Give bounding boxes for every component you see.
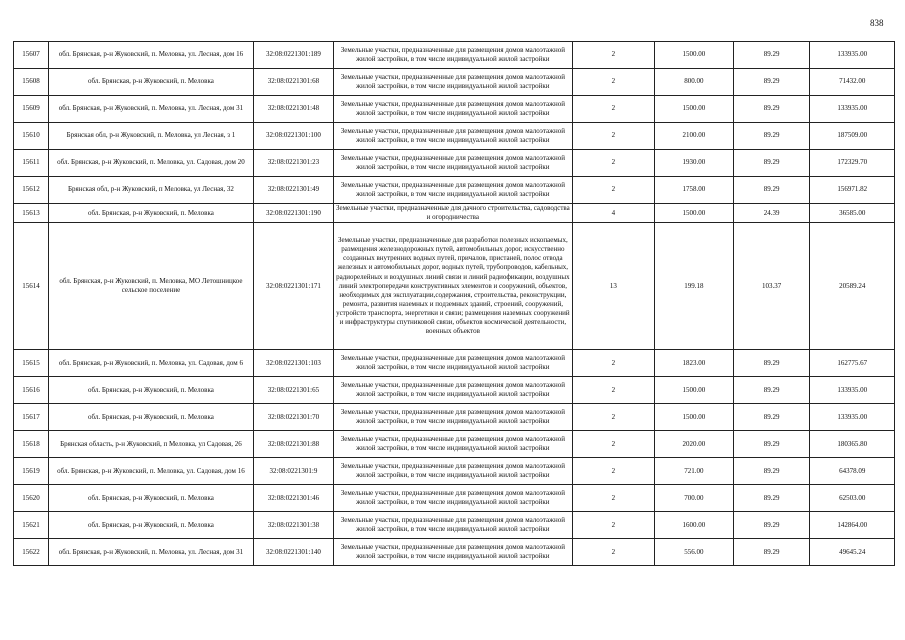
cadastral-number-cell: 32:08:0221301:49 bbox=[253, 177, 333, 204]
use-group-cell: 2 bbox=[572, 96, 654, 123]
cadastral-value-cell: 64378.09 bbox=[810, 458, 895, 485]
use-group-cell: 2 bbox=[572, 458, 654, 485]
table-row bbox=[14, 42, 895, 69]
specific-value-cell: 103.37 bbox=[733, 223, 810, 350]
cadastral-number-cell: 32:08:0221301:103 bbox=[253, 350, 333, 377]
use-group-cell: 2 bbox=[572, 539, 654, 566]
use-group-cell: 2 bbox=[572, 42, 654, 69]
cadastral-value-cell: 133935.00 bbox=[810, 377, 895, 404]
use-group-cell: 2 bbox=[572, 69, 654, 96]
use-group-cell: 2 bbox=[572, 177, 654, 204]
table-row bbox=[14, 512, 895, 539]
use-group-cell: 2 bbox=[572, 350, 654, 377]
land-use-cell: Земельные участки, предназначенные для размещения домов малоэтажной жилой застройки, в том числе индивидуальной жилой застройки bbox=[333, 377, 572, 404]
land-use-cell: Земельные участки, предназначенные для размещения домов малоэтажной жилой застройки, в том числе индивидуальной жилой застройки bbox=[333, 404, 572, 431]
row-id-cell: 15607 bbox=[14, 42, 49, 69]
cadastral-number-cell: 32:08:0221301:46 bbox=[253, 485, 333, 512]
row-id-cell: 15616 bbox=[14, 377, 49, 404]
address-cell: обл. Брянская, р-н Жуковский, п. Меловка bbox=[48, 377, 253, 404]
address-cell: обл. Брянская, р-н Жуковский, п. Меловка bbox=[48, 512, 253, 539]
row-id-cell: 15621 bbox=[14, 512, 49, 539]
specific-value-cell: 89.29 bbox=[733, 96, 810, 123]
table-row bbox=[14, 69, 895, 96]
row-id-cell: 15610 bbox=[14, 123, 49, 150]
cadastral-number-cell: 32:08:0221301:100 bbox=[253, 123, 333, 150]
table-row bbox=[14, 485, 895, 512]
cadastral-value-table bbox=[13, 41, 895, 566]
row-id-cell: 15619 bbox=[14, 458, 49, 485]
cadastral-number-cell: 32:08:0221301:48 bbox=[253, 96, 333, 123]
cadastral-value-cell: 180365.80 bbox=[810, 431, 895, 458]
land-use-cell: Земельные участки, предназначенные для размещения домов малоэтажной жилой застройки, в том числе индивидуальной жилой застройки bbox=[333, 512, 572, 539]
cadastral-number-cell: 32:08:0221301:23 bbox=[253, 150, 333, 177]
cadastral-value-cell: 49645.24 bbox=[810, 539, 895, 566]
cadastral-value-cell: 133935.00 bbox=[810, 42, 895, 69]
area-cell: 1500.00 bbox=[655, 377, 734, 404]
use-group-cell: 2 bbox=[572, 377, 654, 404]
cadastral-value-cell: 172329.70 bbox=[810, 150, 895, 177]
area-cell: 800.00 bbox=[655, 69, 734, 96]
cadastral-value-cell: 36585.00 bbox=[810, 204, 895, 223]
area-cell: 2100.00 bbox=[655, 123, 734, 150]
area-cell: 700.00 bbox=[655, 485, 734, 512]
specific-value-cell: 89.29 bbox=[733, 485, 810, 512]
row-id-cell: 15611 bbox=[14, 150, 49, 177]
page-number: 838 bbox=[870, 18, 884, 28]
table-row bbox=[14, 458, 895, 485]
use-group-cell: 2 bbox=[572, 123, 654, 150]
address-cell: обл. Брянская, р-н Жуковский, п. Меловка, ул. Лесная, дом 31 bbox=[48, 96, 253, 123]
address-cell: обл. Брянская, р-н Жуковский, п. Меловка, ул. Лесная, дом 31 bbox=[48, 539, 253, 566]
row-id-cell: 15617 bbox=[14, 404, 49, 431]
table-row bbox=[14, 539, 895, 566]
row-id-cell: 15608 bbox=[14, 69, 49, 96]
area-cell: 721.00 bbox=[655, 458, 734, 485]
specific-value-cell: 89.29 bbox=[733, 150, 810, 177]
area-cell: 1500.00 bbox=[655, 42, 734, 69]
specific-value-cell: 89.29 bbox=[733, 69, 810, 96]
cadastral-number-cell: 32:08:0221301:88 bbox=[253, 431, 333, 458]
land-use-cell: Земельные участки, предназначенные для размещения домов малоэтажной жилой застройки, в том числе индивидуальной жилой застройки bbox=[333, 485, 572, 512]
row-id-cell: 15613 bbox=[14, 204, 49, 223]
specific-value-cell: 89.29 bbox=[733, 377, 810, 404]
address-cell: обл. Брянская, р-н Жуковский, п. Меловка bbox=[48, 485, 253, 512]
address-cell: обл. Брянская, р-н Жуковский, п. Меловка, ул. Садовая, дом 16 bbox=[48, 458, 253, 485]
specific-value-cell: 89.29 bbox=[733, 512, 810, 539]
land-use-cell: Земельные участки, предназначенные для размещения домов малоэтажной жилой застройки, в том числе индивидуальной жилой застройки bbox=[333, 177, 572, 204]
row-id-cell: 15609 bbox=[14, 96, 49, 123]
address-cell: Брянская обл, р-н Жуковский, п Меловка, ул Лесная, 32 bbox=[48, 177, 253, 204]
specific-value-cell: 89.29 bbox=[733, 404, 810, 431]
land-use-cell: Земельные участки, предназначенные для размещения домов малоэтажной жилой застройки, в том числе индивидуальной жилой застройки bbox=[333, 69, 572, 96]
row-id-cell: 15615 bbox=[14, 350, 49, 377]
cadastral-number-cell: 32:08:0221301:65 bbox=[253, 377, 333, 404]
address-cell: обл. Брянская, р-н Жуковский, п. Меловка, ул. Садовая, дом 20 bbox=[48, 150, 253, 177]
table-row bbox=[14, 350, 895, 377]
use-group-cell: 4 bbox=[572, 204, 654, 223]
specific-value-cell: 89.29 bbox=[733, 431, 810, 458]
land-use-cell: Земельные участки, предназначенные для размещения домов малоэтажной жилой застройки, в том числе индивидуальной жилой застройки bbox=[333, 350, 572, 377]
table-body bbox=[14, 42, 895, 566]
cadastral-number-cell: 32:08:0221301:70 bbox=[253, 404, 333, 431]
address-cell: обл. Брянская, р-н Жуковский, п. Меловка bbox=[48, 404, 253, 431]
land-use-cell: Земельные участки, предназначенные для разработки полезных ископаемых, размещения железнодорожных путей, автомобильных дорог, искусственно созданных внутренних водных путей, причалов, пристаней, полос отвода железных и автомобильных дорог, водных путей, трубопроводов, кабельных, радиорелейных и воздушных линий связи и линий радиофикации, воздушных линий электропередачи конструктивных элементов и сооружений, объектов, необходимых для эксплуатации,содержания, строительства, реконструкции, ремонта, развития наземных и подземных зданий, строений, сооружений, устройств транспорта, энергетики и связи; размещения наземных сооружений и инфраструктуры спутниковой связи, объектов космической деятельности, военных объектов bbox=[333, 223, 572, 350]
specific-value-cell: 89.29 bbox=[733, 539, 810, 566]
area-cell: 1823.00 bbox=[655, 350, 734, 377]
cadastral-number-cell: 32:08:0221301:68 bbox=[253, 69, 333, 96]
cadastral-value-cell: 162775.67 bbox=[810, 350, 895, 377]
specific-value-cell: 89.29 bbox=[733, 42, 810, 69]
row-id-cell: 15612 bbox=[14, 177, 49, 204]
use-group-cell: 2 bbox=[572, 404, 654, 431]
table-row bbox=[14, 431, 895, 458]
use-group-cell: 13 bbox=[572, 223, 654, 350]
table-row bbox=[14, 204, 895, 223]
specific-value-cell: 24.39 bbox=[733, 204, 810, 223]
cadastral-value-cell: 187509.00 bbox=[810, 123, 895, 150]
cadastral-value-cell: 142864.00 bbox=[810, 512, 895, 539]
cadastral-value-cell: 62503.00 bbox=[810, 485, 895, 512]
area-cell: 1500.00 bbox=[655, 96, 734, 123]
area-cell: 1930.00 bbox=[655, 150, 734, 177]
cadastral-number-cell: 32:08:0221301:140 bbox=[253, 539, 333, 566]
land-use-cell: Земельные участки, предназначенные для размещения домов малоэтажной жилой застройки, в том числе индивидуальной жилой застройки bbox=[333, 431, 572, 458]
area-cell: 1600.00 bbox=[655, 512, 734, 539]
address-cell: Брянская обл, р-н Жуковский, п. Меловка, ул Лесная, з 1 bbox=[48, 123, 253, 150]
address-cell: обл. Брянская, р-н Жуковский, п. Меловка, ул. Садовая, дом 6 bbox=[48, 350, 253, 377]
use-group-cell: 2 bbox=[572, 485, 654, 512]
cadastral-value-cell: 133935.00 bbox=[810, 96, 895, 123]
land-use-cell: Земельные участки, предназначенные для размещения домов малоэтажной жилой застройки, в том числе индивидуальной жилой застройки bbox=[333, 150, 572, 177]
row-id-cell: 15622 bbox=[14, 539, 49, 566]
cadastral-number-cell: 32:08:0221301:190 bbox=[253, 204, 333, 223]
specific-value-cell: 89.29 bbox=[733, 350, 810, 377]
table-row bbox=[14, 377, 895, 404]
land-use-cell: Земельные участки, предназначенные для размещения домов малоэтажной жилой застройки, в том числе индивидуальной жилой застройки bbox=[333, 96, 572, 123]
address-cell: обл. Брянская, р-н Жуковский, п. Меловка bbox=[48, 69, 253, 96]
area-cell: 2020.00 bbox=[655, 431, 734, 458]
cadastral-value-cell: 156971.82 bbox=[810, 177, 895, 204]
area-cell: 556.00 bbox=[655, 539, 734, 566]
area-cell: 1758.00 bbox=[655, 177, 734, 204]
table-row bbox=[14, 177, 895, 204]
cadastral-number-cell: 32:08:0221301:9 bbox=[253, 458, 333, 485]
address-cell: обл. Брянская, р-н Жуковский, п. Меловка, ул. Лесная, дом 16 bbox=[48, 42, 253, 69]
specific-value-cell: 89.29 bbox=[733, 177, 810, 204]
land-use-cell: Земельные участки, предназначенные для размещения домов малоэтажной жилой застройки, в том числе индивидуальной жилой застройки bbox=[333, 42, 572, 69]
row-id-cell: 15618 bbox=[14, 431, 49, 458]
use-group-cell: 2 bbox=[572, 431, 654, 458]
row-id-cell: 15620 bbox=[14, 485, 49, 512]
cadastral-value-cell: 133935.00 bbox=[810, 404, 895, 431]
use-group-cell: 2 bbox=[572, 512, 654, 539]
specific-value-cell: 89.29 bbox=[733, 123, 810, 150]
cadastral-number-cell: 32:08:0221301:189 bbox=[253, 42, 333, 69]
address-cell: обл. Брянская, р-н Жуковский, п. Меловка bbox=[48, 204, 253, 223]
table-row bbox=[14, 404, 895, 431]
land-use-cell: Земельные участки, предназначенные для размещения домов малоэтажной жилой застройки, в том числе индивидуальной жилой застройки bbox=[333, 123, 572, 150]
area-cell: 1500.00 bbox=[655, 204, 734, 223]
table-row bbox=[14, 223, 895, 350]
area-cell: 1500.00 bbox=[655, 404, 734, 431]
cadastral-number-cell: 32:08:0221301:38 bbox=[253, 512, 333, 539]
use-group-cell: 2 bbox=[572, 150, 654, 177]
address-cell: Брянская область, р-н Жуковский, п Меловка, ул Садовая, 26 bbox=[48, 431, 253, 458]
area-cell: 199.18 bbox=[655, 223, 734, 350]
row-id-cell: 15614 bbox=[14, 223, 49, 350]
cadastral-value-cell: 20589.24 bbox=[810, 223, 895, 350]
table-row bbox=[14, 123, 895, 150]
land-use-cell: Земельные участки, предназначенные для дачного строительства, садоводства и огородничества bbox=[333, 204, 572, 223]
address-cell: обл. Брянская, р-н Жуковский, п. Меловка, МО Летошницкое сельское поселение bbox=[48, 223, 253, 350]
land-use-cell: Земельные участки, предназначенные для размещения домов малоэтажной жилой застройки, в том числе индивидуальной жилой застройки bbox=[333, 539, 572, 566]
specific-value-cell: 89.29 bbox=[733, 458, 810, 485]
cadastral-value-cell: 71432.00 bbox=[810, 69, 895, 96]
table-row bbox=[14, 96, 895, 123]
land-use-cell: Земельные участки, предназначенные для размещения домов малоэтажной жилой застройки, в том числе индивидуальной жилой застройки bbox=[333, 458, 572, 485]
table-row bbox=[14, 150, 895, 177]
cadastral-number-cell: 32:08:0221301:171 bbox=[253, 223, 333, 350]
